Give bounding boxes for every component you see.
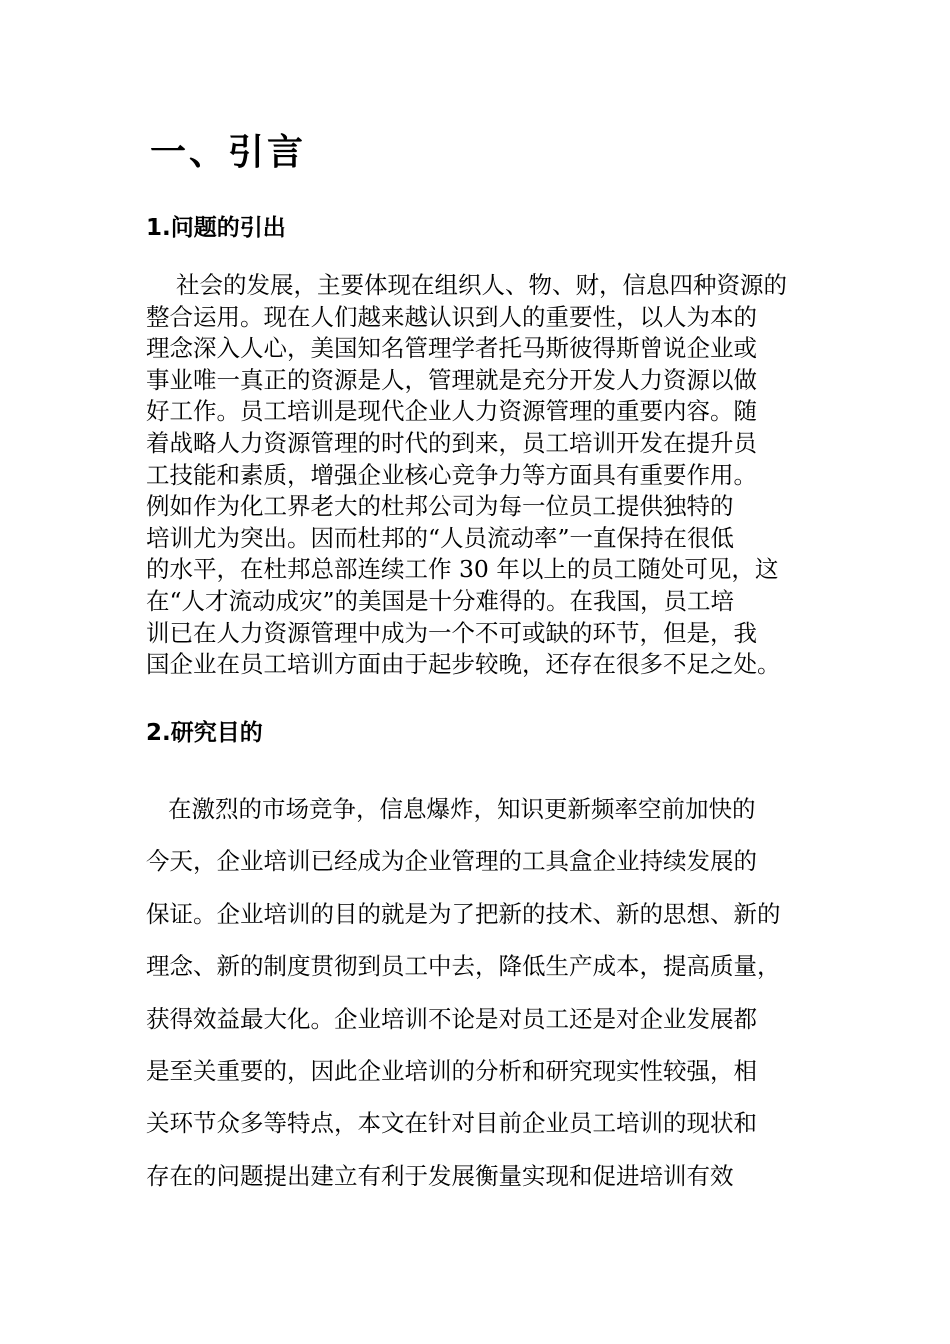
text-line: 今天，企业培训已经成为企业管理的工具盒企业持续发展的 xyxy=(146,847,757,876)
text-line: 训已在人力资源管理中成为一个不可或缺的环节，但是，我 xyxy=(146,618,757,647)
text-line: 的水平，在杜邦总部连续工作 30 年以上的员工随处可见，这 xyxy=(146,555,779,584)
text-line: 事业唯一真正的资源是人，管理就是充分开发人力资源以做 xyxy=(146,365,757,394)
text-line: 整合运用。现在人们越来越认识到人的重要性，以人为本的 xyxy=(146,302,757,331)
text-line: 例如作为化工界老大的杜邦公司为每一位员工提供独特的 xyxy=(146,492,734,521)
text-line: 保证。企业培训的目的就是为了把新的技术、新的思想、新的 xyxy=(146,899,781,928)
text-line: 在激烈的市场竞争，信息爆炸，知识更新频率空前加快的 xyxy=(168,795,756,823)
text-line: 存在的问题提出建立有利于发展衡量实现和促进培训有效 xyxy=(146,1161,734,1190)
text-line: 社会的发展，主要体现在组织人、物、财，信息四种资源的 xyxy=(176,271,787,299)
chapter-title: 一、引言 xyxy=(150,132,307,173)
text-line: 培训尤为突出。因而杜邦的“人员流动率”一直保持在很低 xyxy=(146,523,735,552)
text-line: 工技能和素质，增强企业核心竞争力等方面具有重要作用。 xyxy=(146,460,757,489)
text-line: 理念深入人心，美国知名管理学者托马斯彼得斯曾说企业或 xyxy=(146,334,757,363)
text-line: 国企业在员工培训方面由于起步较晚，还存在很多不足之处。 xyxy=(146,650,781,679)
text-line: 获得效益最大化。企业培训不论是对员工还是对企业发展都 xyxy=(146,1004,757,1033)
text-line: 在“人才流动成灾”的美国是十分难得的。在我国，员工培 xyxy=(146,586,735,615)
text-line: 好工作。员工培训是现代企业人力资源管理的重要内容。随 xyxy=(146,397,757,426)
section-heading-problem: 1.问题的引出 xyxy=(146,215,286,241)
text-line: 关环节众多等特点，本文在针对目前企业员工培训的现状和 xyxy=(146,1109,757,1138)
text-line: 理念、新的制度贯彻到员工中去，降低生产成本，提高质量， xyxy=(146,952,781,981)
paragraph-purpose xyxy=(146,783,781,1202)
section-heading-purpose: 2.研究目的 xyxy=(146,720,263,746)
text-line: 着战略人力资源管理的时代的到来，员工培训开发在提升员 xyxy=(146,428,757,457)
text-line: 是至关重要的，因此企业培训的分析和研究现实性较强，相 xyxy=(146,1057,757,1086)
paragraph-problem xyxy=(146,270,787,681)
